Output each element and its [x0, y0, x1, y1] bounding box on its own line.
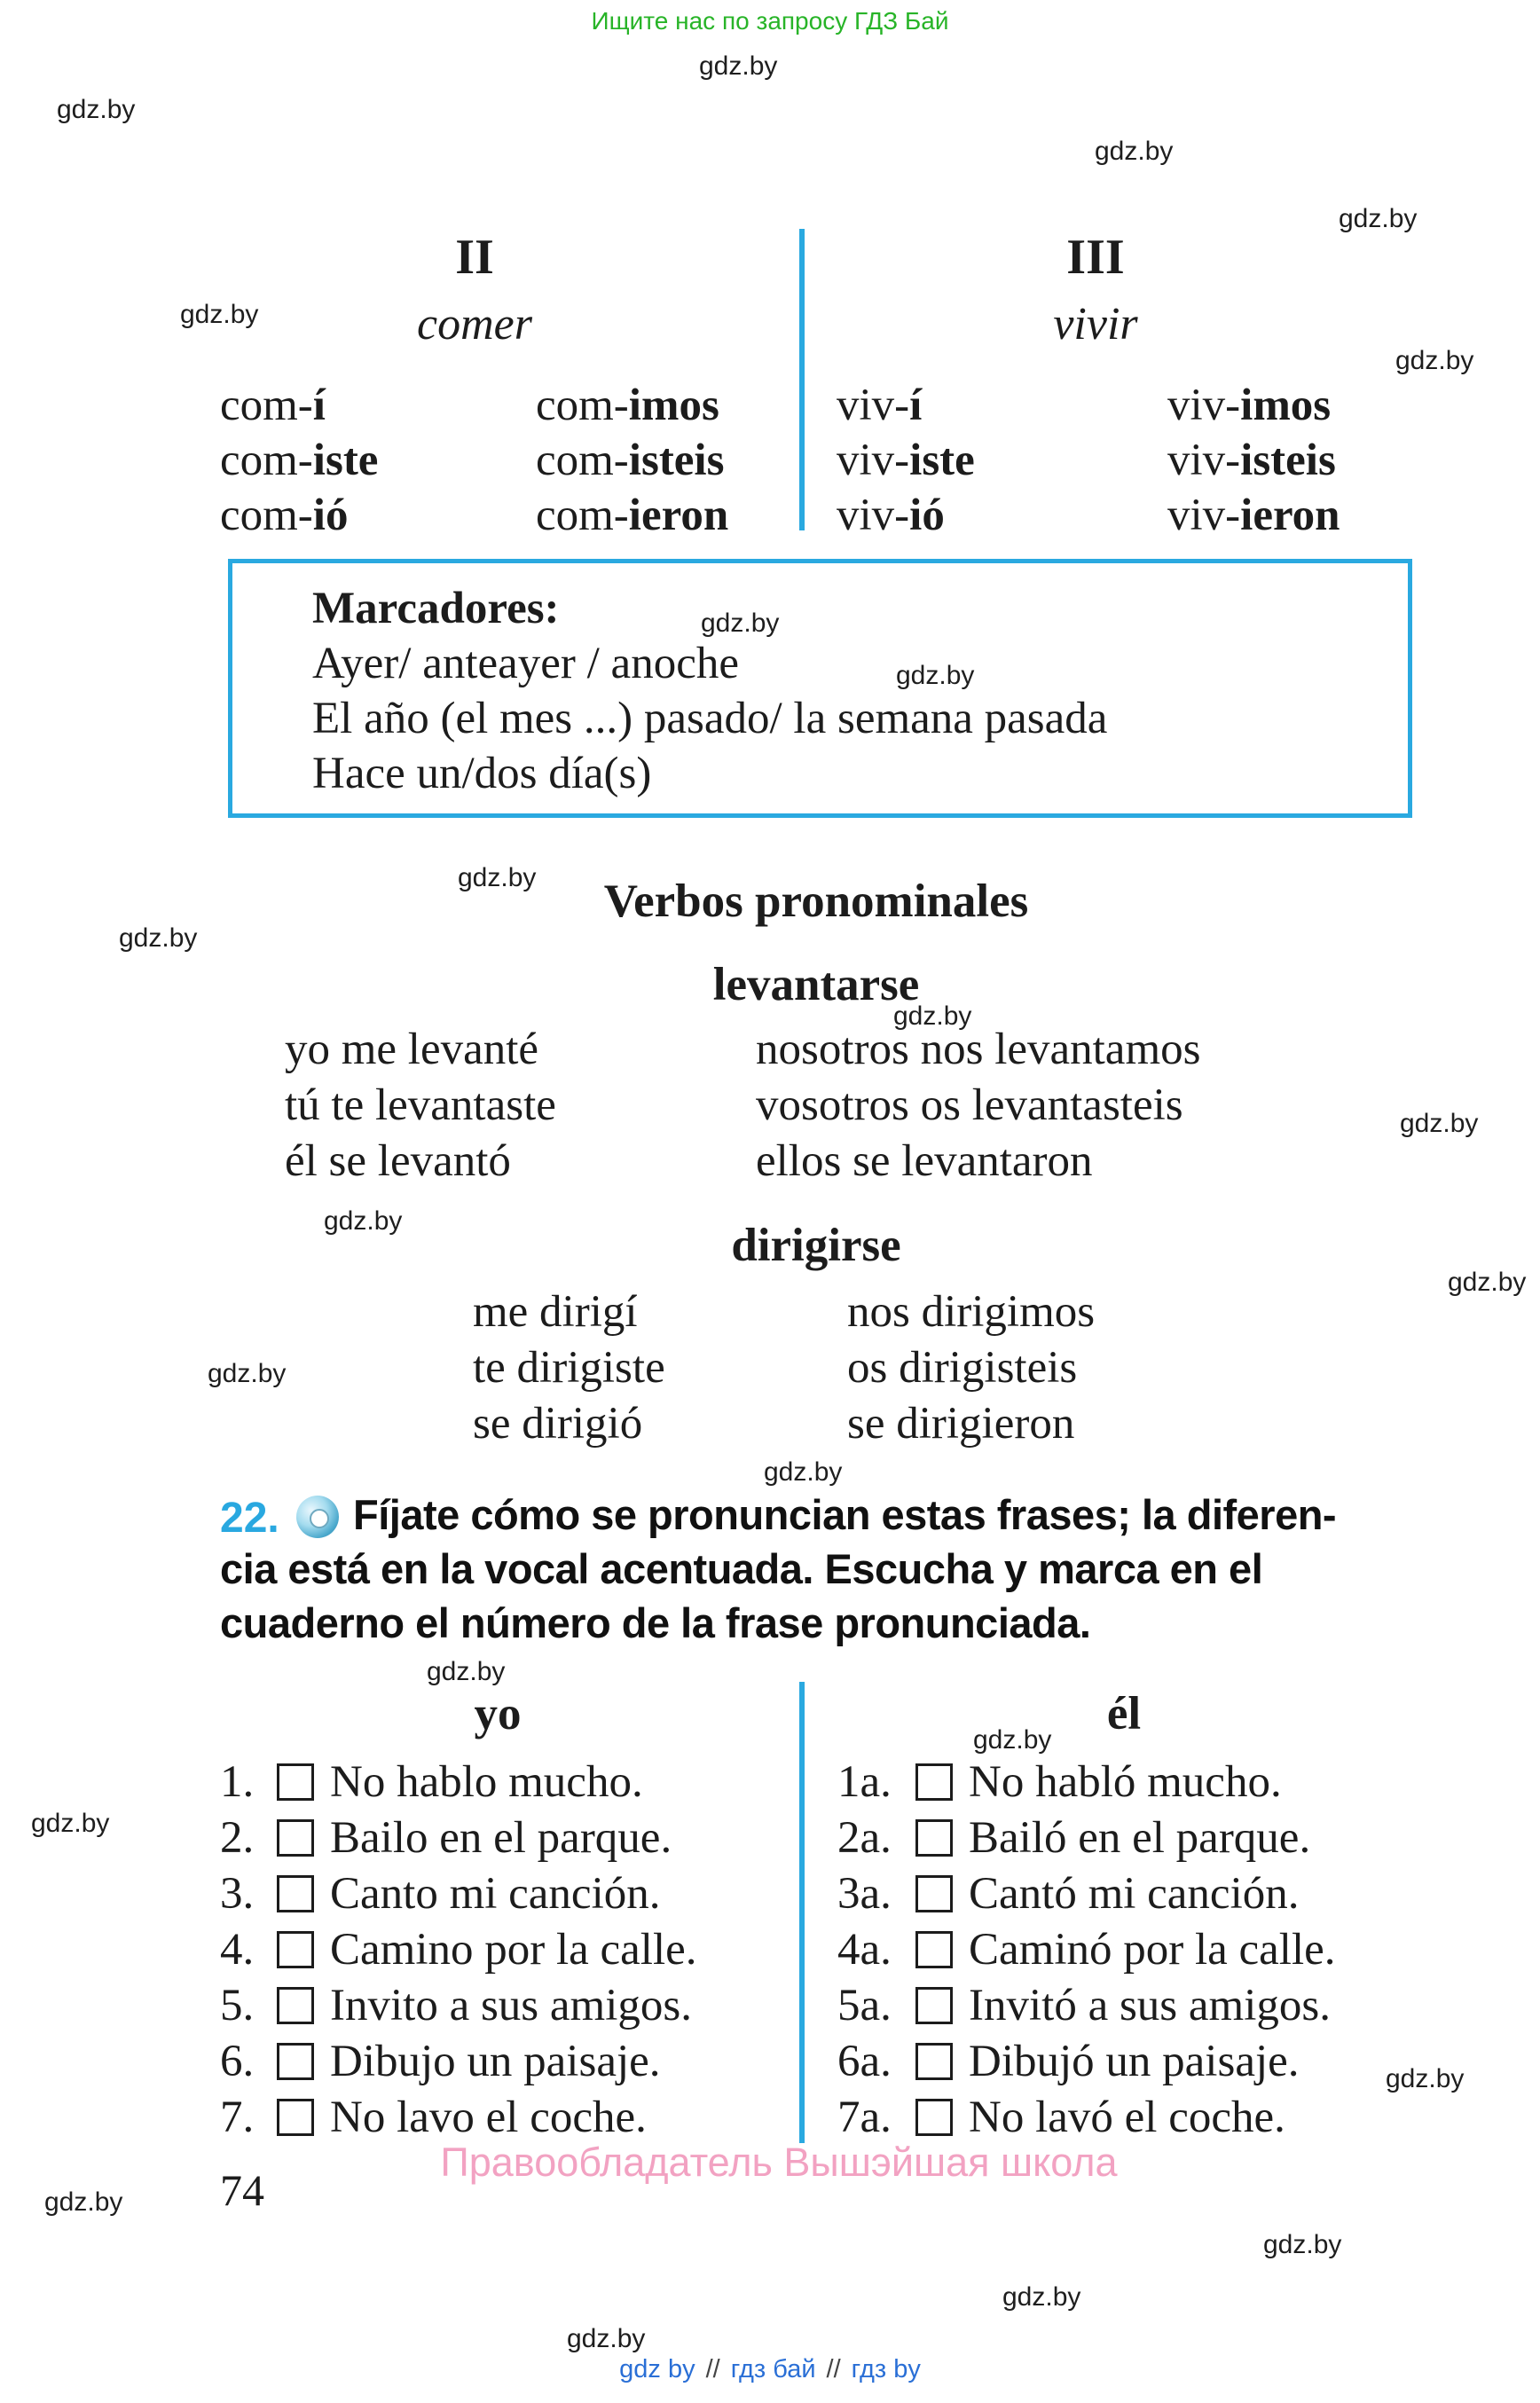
exercise-item-row: [0, 2036, 1540, 2092]
answer-checkbox: [277, 1987, 314, 2024]
exercise-instruction-line: Fíjate cómo se pronuncian estas frases; la diferen-: [353, 1491, 1337, 1538]
answer-checkbox: [277, 1819, 314, 1857]
exercise-item-row: [0, 1756, 1540, 1812]
watermark: gdz.by: [31, 1809, 110, 1838]
conjugation-line: vosotros os levantasteis: [756, 1080, 1183, 1130]
exercise-item-row: [0, 1980, 1540, 2036]
item-number: 7.: [220, 2093, 255, 2142]
item-text: Dibujó un paisaje.: [969, 2037, 1300, 2086]
item-number: 5.: [220, 1981, 255, 2030]
footer-separator: //: [826, 2355, 841, 2383]
answer-checkbox: [915, 1819, 953, 1857]
watermark: gdz.by: [324, 1206, 403, 1236]
conjugation-cell: viv-ió: [837, 491, 945, 540]
conjugation-cell: viv-ieron: [1167, 491, 1340, 540]
conjugation-cell: com-í: [220, 381, 326, 430]
copyright-notice: Правообладатель Вышэйшая школа: [440, 2140, 1118, 2185]
exercise-item-row: [0, 1924, 1540, 1980]
item-text: Dibujo un paisaje.: [330, 2037, 661, 2086]
conjugation-cell: com-ió: [220, 491, 349, 540]
watermark: gdz.by: [427, 1657, 506, 1686]
column-header-el: él: [1106, 1688, 1142, 1739]
watermark: gdz.by: [896, 661, 975, 690]
dirigirse-right-column: [847, 1284, 1095, 1452]
watermark: gdz.by: [1386, 2064, 1465, 2093]
conjugation-line: ellos se levantaron: [756, 1136, 1093, 1186]
answer-checkbox: [277, 2043, 314, 2080]
watermark: gdz.by: [893, 1001, 972, 1031]
item-text: Bailo en el parque.: [330, 1813, 672, 1863]
item-number: 2a.: [837, 1813, 892, 1863]
conjugation-cell: viv-í: [837, 381, 923, 430]
footer-separator: //: [705, 2355, 720, 2383]
marcadores-title: Marcadores:: [312, 584, 560, 633]
watermark: gdz.by: [180, 300, 259, 329]
footer-link[interactable]: гдз бай: [730, 2355, 816, 2383]
exercise-item-row: [0, 1868, 1540, 1924]
marcadores-line: El año (el mes ...) pasado/ la semana pasada: [312, 694, 1108, 743]
answer-checkbox: [277, 1931, 314, 1968]
item-text: Canto mi canción.: [330, 1869, 661, 1919]
conjugation-line: se dirigieron: [847, 1399, 1075, 1449]
conjugation-line: me dirigí: [473, 1287, 638, 1337]
item-text: Bailó en el parque.: [969, 1813, 1311, 1863]
watermark: gdz.by: [208, 1359, 287, 1388]
item-text: Camino por la calle.: [330, 1925, 697, 1975]
item-text: Invito a sus amigos.: [330, 1981, 692, 2030]
item-number: 3a.: [837, 1869, 892, 1919]
item-text: No lavo el coche.: [330, 2093, 647, 2142]
answer-checkbox: [915, 1987, 953, 2024]
conjugation-cell: viv-iste: [837, 436, 975, 485]
watermark: gdz.by: [44, 2187, 123, 2217]
conjugation-line: yo me levanté: [285, 1025, 539, 1074]
watermark: gdz.by: [1095, 137, 1174, 166]
exercise-instruction-line: cuaderno el número de la frase pronunciada.: [220, 1599, 1091, 1646]
item-text: No hablo mucho.: [330, 1757, 643, 1807]
marcadores-line: Hace un/dos día(s): [312, 749, 652, 798]
item-number: 6.: [220, 2037, 255, 2086]
watermark: gdz.by: [701, 609, 780, 638]
watermark: gdz.by: [1448, 1268, 1527, 1297]
conjugation-cell: viv-isteis: [1167, 436, 1336, 485]
footer-links: [0, 2355, 1540, 2384]
item-number: 5a.: [837, 1981, 892, 2030]
watermark: gdz.by: [57, 95, 136, 124]
marcadores-box: [228, 559, 1412, 818]
answer-checkbox: [915, 1763, 953, 1801]
item-number: 3.: [220, 1869, 255, 1919]
dirigirse-left-column: [473, 1284, 665, 1452]
watermark: gdz.by: [1002, 2282, 1081, 2312]
column-header-yo: yo: [474, 1688, 522, 1739]
item-number: 1.: [220, 1757, 255, 1807]
conjugation-cell: com-iste: [220, 436, 379, 485]
item-text: Cantó mi canción.: [969, 1869, 1300, 1919]
column-header-III: III: [1066, 230, 1125, 285]
watermark: gdz.by: [699, 51, 778, 81]
item-text: No habló mucho.: [969, 1757, 1282, 1807]
watermark: gdz.by: [1339, 204, 1418, 233]
conjugation-cell: com-ieron: [536, 491, 729, 540]
answer-checkbox: [277, 1875, 314, 1912]
levantarse-left-column: [285, 1022, 556, 1190]
verb-vivir: vivir: [1053, 299, 1138, 349]
exercise-instruction-line: cia está en la vocal acentuada. Escucha y marca en el: [220, 1545, 1263, 1592]
watermark: gdz.by: [458, 863, 537, 892]
footer-link[interactable]: гдз by: [851, 2355, 921, 2383]
watermark: gdz.by: [119, 923, 198, 953]
exercise-number: 22.: [220, 1495, 279, 1542]
watermark: gdz.by: [567, 2324, 646, 2353]
column-divider-line: [799, 229, 805, 530]
conjugation-line: tú te levantaste: [285, 1080, 556, 1130]
page-number: 74: [220, 2165, 264, 2215]
site-promo-note: Ищите нас по запросу ГДЗ Бай: [591, 7, 949, 35]
conjugation-cell: com-isteis: [536, 436, 725, 485]
watermark: gdz.by: [973, 1725, 1052, 1755]
item-number: 6a.: [837, 2037, 892, 2086]
conjugation-line: él se levantó: [285, 1136, 511, 1186]
verb-title-levantarse: levantarse: [712, 959, 920, 1010]
watermark: gdz.by: [764, 1457, 843, 1487]
item-number: 4a.: [837, 1925, 892, 1975]
conjugation-cell: com-imos: [536, 381, 719, 430]
column-header-II: II: [455, 230, 494, 285]
conjugation-line: te dirigiste: [473, 1343, 665, 1393]
item-number: 2.: [220, 1813, 255, 1863]
verb-comer: comer: [417, 299, 532, 349]
item-text: Caminó por la calle.: [969, 1925, 1336, 1975]
item-number: 1a.: [837, 1757, 892, 1807]
answer-checkbox: [915, 1875, 953, 1912]
answer-checkbox: [915, 1931, 953, 1968]
marcadores-line: Ayer/ anteayer / anoche: [312, 639, 739, 688]
item-text: Invitó a sus amigos.: [969, 1981, 1331, 2030]
section-heading-verbos-pronominales: Verbos pronominales: [603, 876, 1029, 927]
verb-title-dirigirse: dirigirse: [731, 1220, 901, 1271]
answer-checkbox: [277, 2099, 314, 2136]
conjugation-cell: viv-imos: [1167, 381, 1332, 430]
conjugation-line: se dirigió: [473, 1399, 643, 1449]
watermark: gdz.by: [1395, 346, 1474, 375]
levantarse-right-column: [756, 1022, 1200, 1190]
item-number: 4.: [220, 1925, 255, 1975]
cd-audio-icon: [296, 1496, 339, 1538]
conjugation-line: nosotros nos levantamos: [756, 1025, 1201, 1074]
answer-checkbox: [277, 1763, 314, 1801]
answer-checkbox: [915, 2099, 953, 2136]
answer-checkbox: [915, 2043, 953, 2080]
conjugation-line: nos dirigimos: [847, 1287, 1096, 1337]
conjugation-line: os dirigisteis: [847, 1343, 1078, 1393]
watermark: gdz.by: [1400, 1109, 1479, 1138]
item-text: No lavó el coche.: [969, 2093, 1285, 2142]
footer-link[interactable]: gdz by: [619, 2355, 695, 2383]
item-number: 7a.: [837, 2093, 892, 2142]
exercise-item-row: [0, 1812, 1540, 1868]
watermark: gdz.by: [1263, 2230, 1342, 2259]
